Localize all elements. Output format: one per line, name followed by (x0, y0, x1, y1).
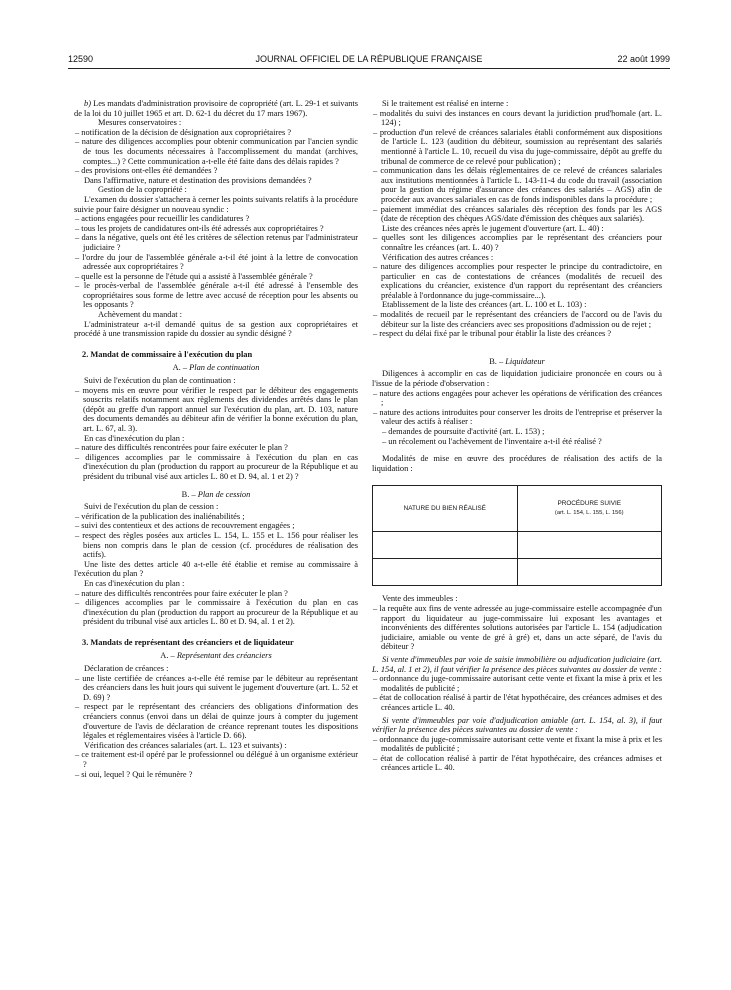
list-item: – modalités du suivi des instances en cours devant la juridiction prud'homale (art. L. 124) ; (373, 108, 662, 128)
list-item: – actions engagées pour recueillir les candidatures ? (75, 214, 250, 224)
subsection-a3-heading: A. – Représentant des créanciers (160, 651, 272, 661)
table-row (373, 559, 662, 586)
table-header-procedure: PROCÉDURE SUIVIE (art. L. 154, L. 155, L. 156) (517, 486, 662, 532)
list-item: – tous les projets de candidatures ont-ils été adressés aux copropriétaires ? (75, 223, 324, 233)
list-item: – diligences accomplies par le commissaire à l'exécution du plan en cas d'inexécution du plan (production du rapport au procureur de la République et au président du tribunal visé aux articles L. 80 et D. 94, al. 1 et 2). (75, 598, 358, 627)
list-item: – état de collocation réalisé à partir de l'état hypothécaire, des créances admises et des créances article L. 40. (373, 693, 662, 712)
interne-title: Si le traitement est réalisé en interne : (382, 99, 509, 108)
subsection-b3-heading: B. – Liquidateur (489, 356, 545, 366)
amiable-title: Si vente d'immeubles par voie d'adjudication amiable (art. L. 154, al. 3), il faut vérifier la présence des pièces suivantes au dossier de vente : (372, 715, 662, 735)
list-item: – nature des diligences accomplies pour obtenir communication par l'ancien syndic de tous les documents nécessaires à l'accomplissement du mandat (archives, comptes...) ? Cette communication a-t-elle été faite dans des délais rapides ? (75, 137, 358, 166)
table-cell (373, 559, 518, 586)
list-item: – respect du délai fixé par le tribunal pour établir la liste des créances ? (373, 329, 612, 339)
table-cell (517, 559, 662, 586)
list-item: – des provisions ont-elles été demandées ? (75, 166, 218, 176)
achevement-text: L'administrateur a-t-il demandé quitus de sa gestion aux copropriétaires et procédé à une transmission rapide du dossier au syndic désigné ? (74, 319, 358, 339)
liste-dettes: Une liste des dettes article 40 a-t-elle été établie et remise au commissaire à l'exécution du plan ? (74, 559, 358, 579)
subsection-a-heading: A. – Plan de continuation (172, 363, 260, 373)
list-item: – la requête aux fins de vente adressée au juge-commissaire estelle accompagnée d'un rapport du liquidateur au juge-commissaire lui exposant les avantages et inconvénients des différentes solutions autorisées par l'article L. 154 (adjudication judiciaire, amiable ou vente de gré à gré) et, dans un acte séparé, de l'avis du débiteur ? (373, 603, 662, 652)
list-item: – nature des actions engagées pour achever les opérations de vérification des créances ; (373, 388, 662, 408)
journal-title: JOURNAL OFFICIEL DE LA RÉPUBLIQUE FRANÇAISE (255, 54, 483, 64)
gestion-intro: L'examen du dossier s'attachera à cerner les points suivants relatifs à la procédure suivie pour faire désigner un nouveau syndic : (74, 194, 358, 214)
measures-title: Mesures conservatoires : (98, 118, 182, 128)
realisation-table (372, 485, 662, 586)
list-item: – l'ordre du jour de l'assemblée générale a-t-il été joint à la lettre de convocation adressée aux copropriétaires ? (75, 252, 358, 272)
list-item: – communication dans les délais réglementaires de ce relevé de créances salariales aux institutions mentionnées à l'article L. 143-11-4 du code du travail (association pour la gestion du régime d'assurance des créances des salariés – AGS) afin de procéder aux avances salariales en cas de fonds indisponibles dans la procédure ; (373, 166, 662, 204)
inexecution-heading: En cas d'inexécution du plan : (84, 578, 185, 588)
suivi-continuation: Suivi de l'exécution du plan de continuation : (84, 376, 236, 386)
list-item: – état de collocation réalisé à partir de l'état hypothécaire, des créances admises et créances article L. 40. (373, 753, 662, 773)
vente-title: Vente des immeubles : (382, 594, 458, 604)
table-header-row (373, 486, 662, 532)
page-number: 12590 (68, 54, 94, 64)
list-item: – un récolement ou l'achèvement de l'inventaire a-t-il été réalisé ? (382, 436, 602, 446)
page-header (68, 54, 670, 68)
list-item: – nature des diligences accomplies pour respecter le principe du contradictoire, en particulier en cas de contestations de créances (modalités de recueil des explications du créancier, existence d'un rapport du représentant des créanciers préalable à l'ordonnance du juge-commissaire...). (373, 262, 662, 300)
list-item: – quelle est la personne de l'étude qui a assisté à l'assemblée générale ? (75, 271, 313, 281)
left-column (74, 99, 358, 779)
suivi-cession: Suivi de l'exécution du plan de cession : (84, 502, 219, 512)
right-column (372, 99, 662, 773)
list-item: – modalités de recueil par le représentant des créanciers de l'accord ou de l'avis du débiteur sur la liste des créanciers avec ses propositions d'admission ou de rejet ; (373, 310, 662, 329)
list-item: – si oui, lequel ? Qui le rémunère ? (75, 769, 193, 779)
inexecution-heading: En cas d'inexécution du plan : (84, 433, 185, 443)
list-item: – nature des difficultés rencontrées pour faire exécuter le plan ? (75, 588, 288, 598)
letter-b: b) (84, 99, 91, 108)
saisie-title: Si vente d'immeubles par voie de saisie immobilière ou adjudication judiciaire (art. L. 154, al. 1 et 2), il faut vérifier la présence des pièces suivantes au dossier de vente : (372, 654, 662, 674)
list-item: – quelles sont les diligences accomplies par le représentant des créanciers pour connaître les créances (art. L. 40) ? (373, 233, 662, 252)
list-item: – moyens mis en œuvre pour vérifier le respect par le débiteur des engagements souscrits relatifs notamment aux règlements des dividendes arrêtés dans le plan (dépôt au greffe d'un rapport annuel sur l'exécution du plan, art. D. 103, nature des documents demandés au débiteur afin de vérifier la bonne exécution du plan, art. L. 67, al. 3). (75, 385, 358, 433)
table-cell (517, 532, 662, 559)
list-item: – nature des difficultés rencontrées pour faire exécuter le plan ? (75, 443, 288, 453)
verif-salariales-title: Vérification des créances salariales (art. L. 123 et suivants) : (84, 740, 287, 750)
list-item: – ordonnance du juge-commissaire autorisant cette vente et fixant la mise à prix et les modalités de publicité ; (373, 734, 662, 754)
list-item: – respect des règles posées aux articles L. 154, L. 155 et L. 156 pour réaliser les biens non compris dans le plan de cession (cf. procédures de réalisation des actifs). (75, 530, 358, 560)
list-item: – respect par le représentant des créanciers des obligations d'information des créanciers connus (envoi dans un délai de quinze jours à compter du jugement d'ouverture de l'avis de déclaration de créance reprenant toutes les dispositions légales et réglementaires visées à l'article D. 66). (75, 702, 358, 741)
section-3-heading: 3. Mandats de représentant des créanciers et de liquidateur (82, 637, 294, 647)
subsection-b-heading: B. – Plan de cession (181, 489, 251, 499)
gestion-title: Gestion de la copropriété : (98, 185, 187, 195)
verif-autres-title: Vérification des autres créances : (382, 252, 494, 262)
list-item: – vérification de la publication des inaliénabilités ; (75, 511, 245, 521)
list-item: – le procès-verbal de l'assemblée générale a-t-il été adressé à l'ensemble des copropriétaires sous forme de lettre avec accusé de réception pour les absents ou les opposants ? (75, 281, 358, 310)
table-header-nature: NATURE DU BIEN RÉALISÉ (373, 486, 518, 532)
liste-nees-title: Liste des créances nées après le jugement d'ouverture (art. L. 40) : (382, 223, 604, 233)
list-item: – ordonnance du juge-commissaire autorisant cette vente et fixant la mise à prix et les modalités de publicité ; (373, 674, 662, 693)
publication-date: 22 août 1999 (617, 54, 670, 64)
diligences-intro: Diligences à accomplir en cas de liquidation judiciaire prononcée en cours ou à l'issue de la période d'observation : (372, 369, 662, 389)
list-item: – dans la négative, quels ont été les critères de sélection retenus par l'administrateur judiciaire ? (75, 233, 358, 252)
list-item: – nature des actions introduites pour conserver les droits de l'entreprise et préserver la valeur des actifs à réaliser : (373, 407, 662, 427)
list-item: – paiement immédiat des créances salariales dès réception des fonds par les AGS (date de réception des chèques AGS/date d'émission des chèques aux salariés). (373, 204, 662, 224)
list-item: – notification de la décision de désignation aux copropriétaires ? (75, 127, 292, 137)
list-item: – ce traitement est-il opéré par le professionnel ou délégué à un organisme extérieur ? (75, 750, 358, 769)
list-item: – une liste certifiée de créances a-t-elle été remise par le débiteur au représentant des créanciers dans les huit jours qui suivent le jugement d'ouverture (art. L. 52 et D. 69) ? (75, 673, 358, 702)
paragraph-copropriete-text: Les mandats d'administration provisoire de copropriété (art. L. 29-1 et suivants de la loi du 10 juillet 1965 et art. D. 62-1 du décret du 17 mars 1967). (74, 99, 358, 118)
provisions-question: Dans l'affirmative, nature et destination des provisions demandées ? (84, 175, 312, 185)
achevement-title: Achèvement du mandat : (98, 310, 182, 320)
header-rule (68, 68, 670, 69)
list-item: – suivi des contentieux et des actions de recouvrement engagées ; (75, 521, 295, 531)
section-2-heading: 2. Mandat de commissaire à l'exécution du plan (82, 349, 253, 359)
list-item: – production d'un relevé de créances salariales établi conformément aux dispositions de l'article L. 123 (audition du débiteur, soumission au représentant des salariés mentionné à l'article L. 10, recueil du visa du juge-commissaire, dépôt au greffe du tribunal de commerce de ce relevé pour publication) ; (373, 127, 662, 166)
table-cell (373, 532, 518, 559)
modalites-intro: Modalités de mise en œuvre des procédures de réalisation des actifs de la liquidation : (372, 454, 662, 473)
table-row (373, 532, 662, 559)
etablissement-title: Etablissement de la liste des créances (art. L. 100 et L. 103) : (382, 300, 587, 310)
paragraph-copropriete (74, 99, 358, 118)
list-item: – diligences accomplies par le commissaire à l'exécution du plan en cas d'inexécution du plan (production du rapport au procureur de la République et au président du tribunal visé aux articles L. 80 et D. 94, al. 1 et 2) ? (75, 452, 358, 481)
declaration-title: Déclaration de créances : (84, 664, 169, 674)
list-item: – demandes de poursuite d'activité (art. L. 153) ; (382, 427, 545, 436)
